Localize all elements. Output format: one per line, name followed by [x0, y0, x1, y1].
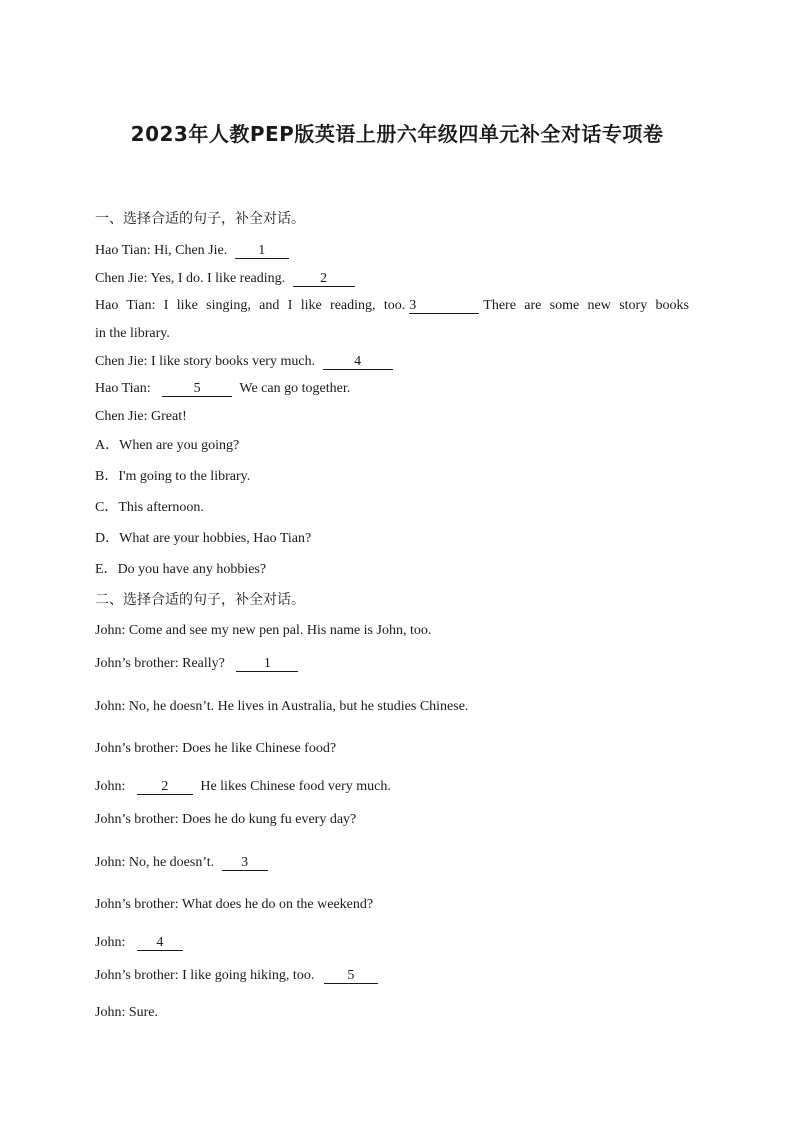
- dialogue-line: Hao Tian: I like singing, and I like reading, too. 3 There are some new story books: [95, 298, 689, 313]
- dialogue-line: John: Come and see my new pen pal. His name is John, too.: [95, 623, 432, 638]
- option-c: C．This afternoon.: [95, 500, 204, 515]
- dialogue-line: John: 2 He likes Chinese food very much.: [95, 779, 391, 794]
- answer-blank[interactable]: 5: [162, 381, 232, 397]
- option-a: A．When are you going?: [95, 438, 240, 453]
- dialogue-continuation: in the library.: [95, 326, 170, 341]
- dialogue-line: John’s brother: Really? 1: [95, 655, 302, 673]
- dialogue-line: Chen Jie: Great!: [95, 409, 187, 424]
- answer-blank[interactable]: 1: [235, 243, 289, 259]
- answer-blank[interactable]: 2: [293, 271, 355, 287]
- dialogue-line: John’s brother: I like going hiking, too. 5: [95, 967, 382, 985]
- option-d: D．What are your hobbies, Hao Tian?: [95, 531, 312, 546]
- answer-blank[interactable]: 4: [323, 354, 393, 370]
- dialogue-line: John: No, he doesn’t. 3: [95, 854, 272, 872]
- dialogue-line: John: 4: [95, 934, 187, 952]
- option-b: B．I'm going to the library.: [95, 469, 251, 484]
- answer-blank[interactable]: 3: [409, 298, 479, 314]
- dialogue-line: Chen Jie: I like story books very much. 4: [95, 353, 397, 371]
- option-e: E．Do you have any hobbies?: [95, 562, 267, 577]
- page-title: 2023年人教PEP版英语上册六年级四单元补全对话专项卷: [130, 122, 664, 146]
- dialogue-line: Hao Tian: Hi, Chen Jie. 1: [95, 242, 293, 260]
- answer-blank[interactable]: 3: [222, 855, 268, 871]
- dialogue-line: Chen Jie: Yes, I do. I like reading. 2: [95, 270, 359, 288]
- dialogue-line: John’s brother: Does he like Chinese food?: [95, 741, 337, 756]
- answer-blank[interactable]: 1: [236, 656, 298, 672]
- answer-blank[interactable]: 4: [137, 935, 183, 951]
- section1-heading: 一、选择合适的句子，补全对话。: [95, 211, 305, 227]
- dialogue-line: John: No, he doesn’t. He lives in Australia, but he studies Chinese.: [95, 699, 469, 714]
- dialogue-line: John’s brother: Does he do kung fu every day?: [95, 812, 357, 827]
- dialogue-line: John: Sure.: [95, 1005, 158, 1020]
- answer-blank[interactable]: 2: [137, 779, 193, 795]
- dialogue-line: John’s brother: What does he do on the weekend?: [95, 897, 374, 912]
- answer-blank[interactable]: 5: [324, 968, 378, 984]
- dialogue-line: Hao Tian: 5 We can go together.: [95, 381, 351, 396]
- section2-heading: 二、选择合适的句子，补全对话。: [95, 592, 305, 608]
